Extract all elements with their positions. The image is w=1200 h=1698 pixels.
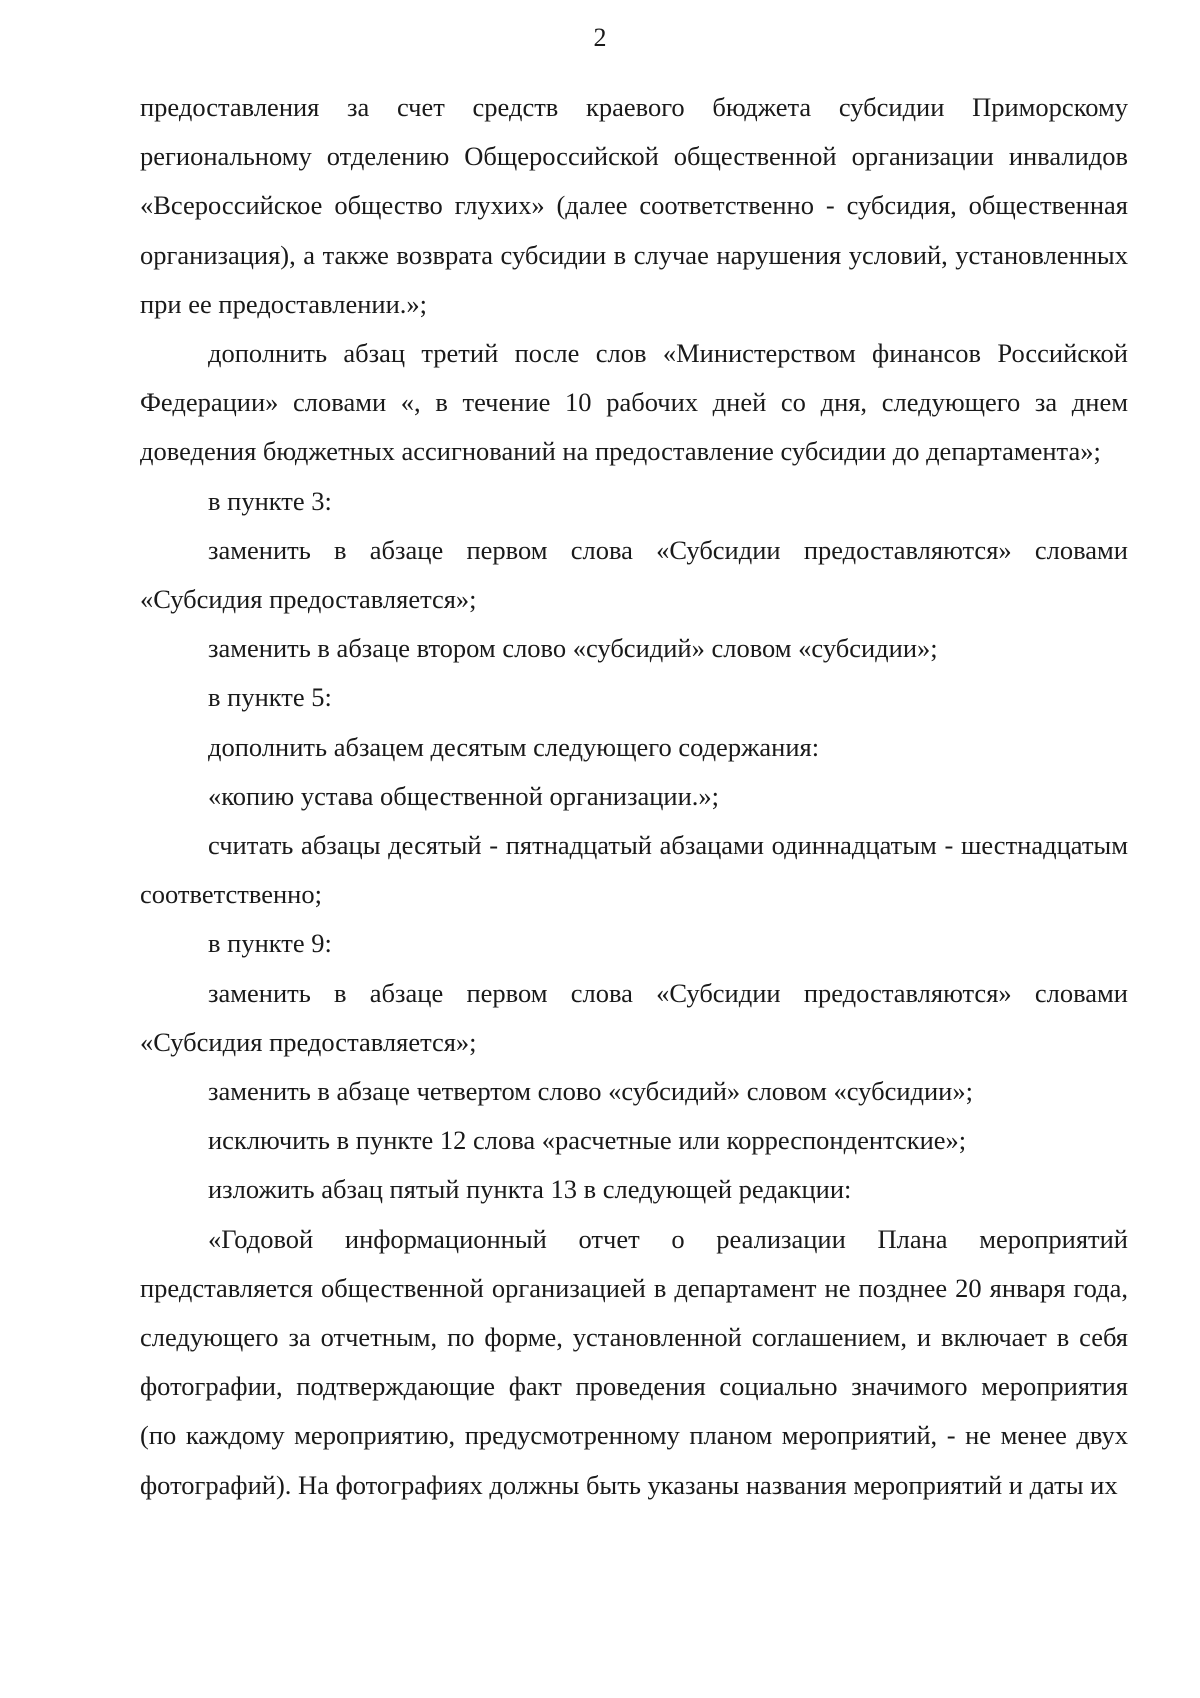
paragraph-renumber-abzacs: считать абзацы десятый - пятнадцатый абзацами одиннадцатым - шестнадцатым соответственно; xyxy=(140,830,1128,910)
paragraph-annual-report: «Годовой информационный отчет о реализации Плана мероприятий представляется общественной организацией в департамент не позднее 20 января года, следующего за отчетным, по форме, установленной соглашением, и включает в себя фотографии, подтверждающие факт проведения социально значимого мероприятия (по каждому мероприятию, предусмотренному планом мероприятий, - не менее двух фотографий). На фотографиях должны быть указаны названия мероприятий и даты их xyxy=(140,1223,1128,1500)
paragraph-subsidy-purpose: предоставления за счет средств краевого бюджета субсидии Приморскому региональному отделению Общероссийской общественной организации инвалидов «Всероссийское общество глухих» (далее соответственно - субсидия, общественная организация), а также возврата субсидии в случае нарушения условий, установленных при ее предоставлении.»; xyxy=(140,92,1128,319)
paragraph-replace-first-abzac-point-9: заменить в абзаце первом слова «Субсидии предоставляются» словами «Субсидия предоставляется»; xyxy=(140,977,1128,1057)
paragraph-add-tenth-abzac: дополнить абзацем десятым следующего содержания: xyxy=(208,731,820,762)
paragraph-restate-point-13: изложить абзац пятый пункта 13 в следующей редакции: xyxy=(208,1174,852,1205)
paragraph-replace-first-abzac: заменить в абзаце первом слова «Субсидии предоставляются» словами «Субсидия предоставляется»; xyxy=(140,534,1128,615)
paragraph-exclude-point-12: исключить в пункте 12 слова «расчетные или корреспондентские»; xyxy=(208,1125,967,1156)
paragraph-point-3: в пункте 3: xyxy=(208,485,332,516)
paragraph-charter-copy: «копию устава общественной организации.»; xyxy=(208,780,719,811)
document-body xyxy=(140,83,1128,1510)
paragraph-replace-second-abzac: заменить в абзаце втором слово «субсидий» словом «субсидии»; xyxy=(208,633,938,664)
paragraph-replace-fourth-abzac: заменить в абзаце четвертом слово «субсидий» словом «субсидии»; xyxy=(208,1076,973,1107)
page-number: 2 xyxy=(593,23,607,52)
paragraph-point-9: в пункте 9: xyxy=(208,928,332,959)
paragraph-add-to-third-abzac: дополнить абзац третий после слов «Министерством финансов Российской Федерации» словами «, в течение 10 рабочих дней со дня, следующего за днем доведения бюджетных ассигнований на предоставление субсидии до департамента»; xyxy=(140,338,1128,467)
paragraph-point-5: в пункте 5: xyxy=(208,682,332,713)
